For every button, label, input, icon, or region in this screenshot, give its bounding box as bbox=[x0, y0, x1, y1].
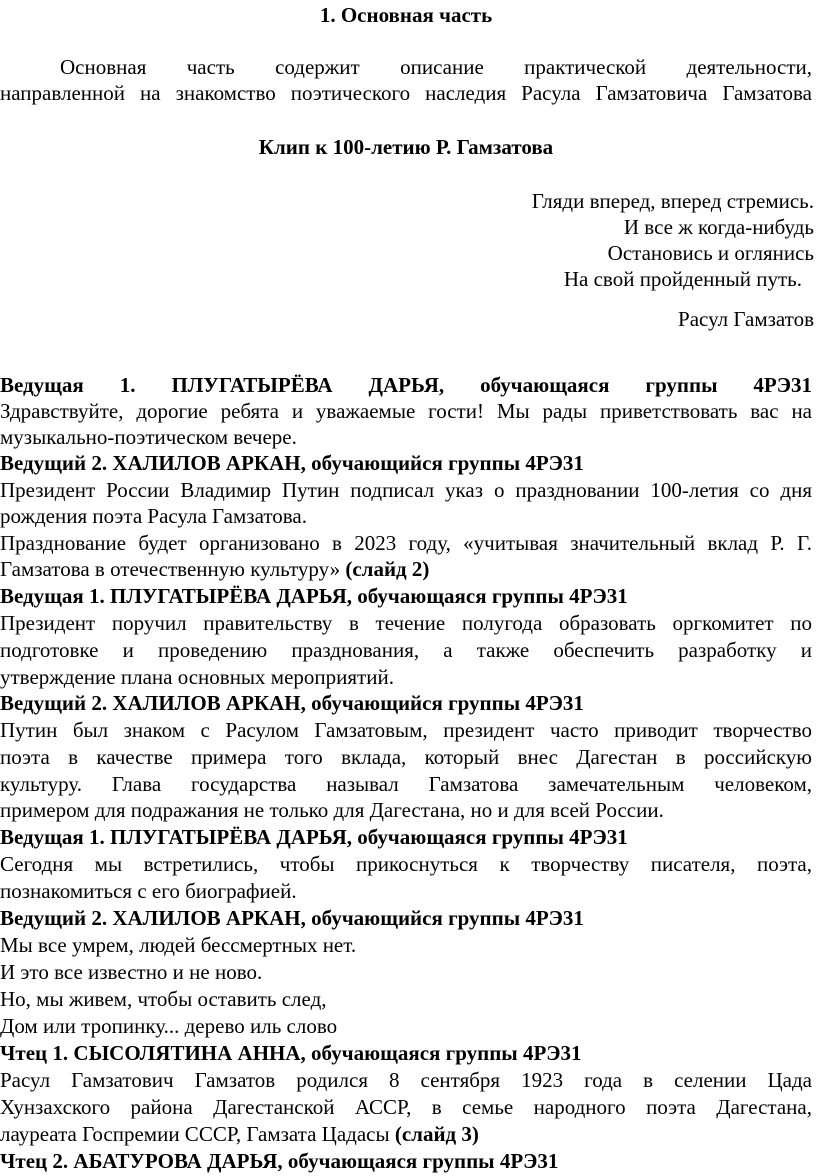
epigraph-line: На свой пройденный путь. bbox=[563, 267, 802, 291]
paragraph-line: примером для подражания не только для Дагестана, но и для всей России. bbox=[0, 798, 664, 822]
paragraph-line bbox=[0, 1122, 812, 1146]
paragraph-line: Сегодня мы встретились, чтобы прикоснуться к творчеству писателя, поэта, bbox=[0, 852, 812, 876]
poem-line: Но, мы живем, чтобы оставить след, bbox=[0, 987, 327, 1011]
poem-line: Дом или тропинку... дерево иль слово bbox=[0, 1014, 338, 1038]
paragraph-line: познакомиться с его биографией. bbox=[0, 879, 297, 903]
speaker-heading: Ведущая 1. ПЛУГАТЫРЁВА ДАРЬЯ, обучающаяся группы 4РЭ31 bbox=[0, 584, 628, 608]
speaker-heading: Ведущий 2. ХАЛИЛОВ АРКАН, обучающийся группы 4РЭ31 bbox=[0, 451, 584, 475]
paragraph-line: подготовке и проведению празднования, а также обеспечить разработку и bbox=[0, 638, 812, 662]
paragraph-line: Президент поручил правительству в течение полугода образовать оргкомитет по bbox=[0, 611, 812, 635]
paragraph-line bbox=[0, 557, 812, 581]
epigraph-line: Остановись и оглянись bbox=[607, 241, 814, 265]
poem-line: Мы все умрем, людей бессмертных нет. bbox=[0, 933, 357, 957]
speaker-heading: Ведущий 2. ХАЛИЛОВ АРКАН, обучающийся группы 4РЭ31 bbox=[0, 906, 584, 930]
paragraph-line: рождения поэта Расула Гамзатова. bbox=[0, 504, 307, 528]
paragraph-text: лауреата Госпремии СССР, Гамзата Цадасы bbox=[0, 1122, 390, 1146]
speaker-heading: Ведущая 1. ПЛУГАТЫРЁВА ДАРЬЯ, обучающаяся группы 4РЭ31 bbox=[0, 825, 628, 849]
paragraph-line: музыкально-поэтическом вечере. bbox=[0, 425, 297, 449]
intro-line-2: направленной на знакомство поэтического наследия Расула Гамзатовича Гамзатова bbox=[0, 81, 812, 105]
paragraph-line: поэта в качестве примера того вклада, который внес Дагестан в российскую bbox=[0, 745, 812, 769]
epigraph-line: Гляди вперед, вперед стремись. bbox=[531, 189, 814, 213]
paragraph-line: Путин был знаком с Расулом Гамзатовым, президент часто приводит творчество bbox=[0, 718, 812, 742]
clip-title: Клип к 100-летию Р. Гамзатова bbox=[258, 135, 554, 159]
paragraph-line: Расул Гамзатович Гамзатов родился 8 сентября 1923 года в селении Цада bbox=[0, 1068, 812, 1092]
poem-line: И это все известно и не ново. bbox=[0, 960, 263, 984]
paragraph-line: Президент России Владимир Путин подписал указ о праздновании 100-летия со дня bbox=[0, 478, 812, 502]
speaker-heading: Ведущая 1. ПЛУГАТЫРЁВА ДАРЬЯ, обучающаяся группы 4РЭ31 bbox=[0, 373, 812, 397]
speaker-heading: Ведущий 2. ХАЛИЛОВ АРКАН, обучающийся группы 4РЭ31 bbox=[0, 691, 584, 715]
section-heading: 1. Основная часть bbox=[319, 3, 493, 27]
speaker-heading: Чтец 1. СЫСОЛЯТИНА АННА, обучающаяся группы 4РЭ31 bbox=[0, 1041, 582, 1065]
slide-note: (слайд 2) bbox=[340, 557, 430, 581]
paragraph-line: Празднование будет организовано в 2023 году, «учитывая значительный вклад Р. Г. bbox=[0, 531, 812, 555]
intro-line-1: Основная часть содержит описание практической деятельности, bbox=[60, 55, 812, 79]
paragraph-line: Хунзахского района Дагестанской АССР, в семье народного поэта Дагестана, bbox=[0, 1095, 812, 1119]
epigraph-author: Расул Гамзатов bbox=[678, 307, 814, 331]
paragraph-line: утверждение плана основных мероприятий. bbox=[0, 665, 394, 689]
paragraph-line: культуру. Глава государства называл Гамзатова замечательным человеком, bbox=[0, 772, 812, 796]
speaker-heading: Чтец 2. АБАТУРОВА ДАРЬЯ, обучающаяся группы 4РЭ31 bbox=[0, 1149, 559, 1173]
slide-note: (слайд 3) bbox=[389, 1122, 479, 1146]
paragraph-text: Гамзатова в отечественную культуру» bbox=[0, 557, 341, 581]
epigraph-line: И все ж когда-нибудь bbox=[623, 215, 814, 239]
paragraph-line: Здравствуйте, дорогие ребята и уважаемые гости! Мы рады приветствовать вас на bbox=[0, 399, 812, 423]
